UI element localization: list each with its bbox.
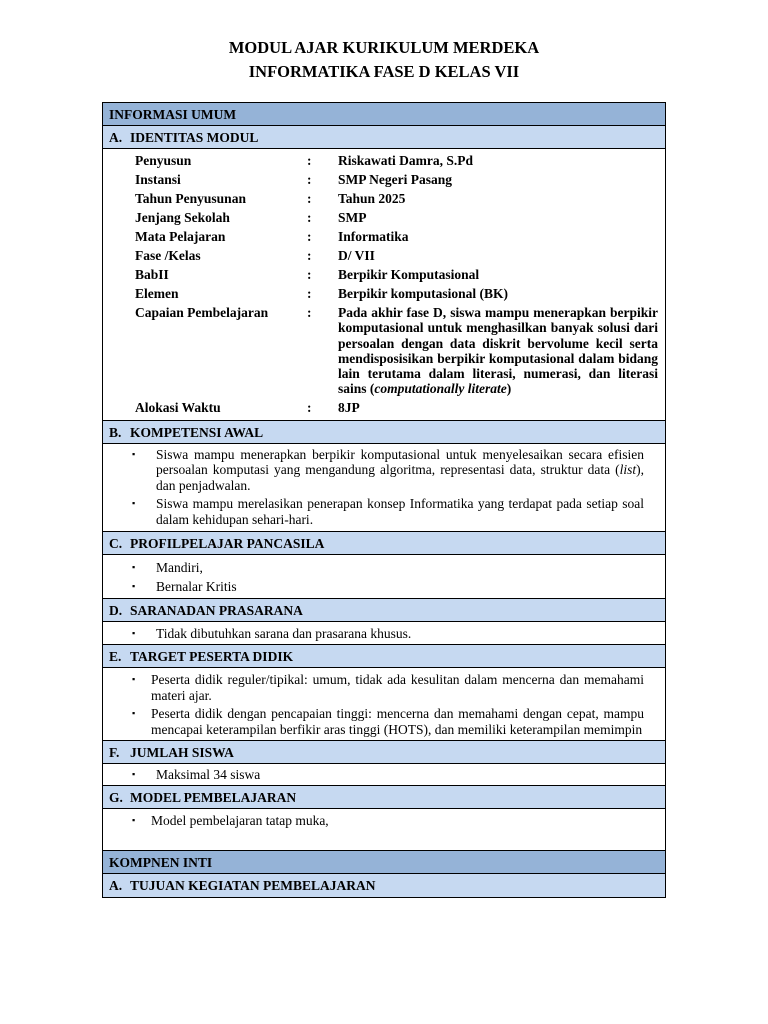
section-informasi-umum: INFORMASI UMUM [103,103,665,126]
bullet-icon: ▪ [132,448,136,459]
list-item [103,496,665,527]
section-kompetensi-awal-header [103,421,665,444]
identity-row [103,151,665,170]
identity-row [103,170,665,189]
section-komponen-inti: KOMPNEN INTI [103,851,665,874]
item-text: Model pembelajaran tatap muka, [151,813,329,829]
identity-row [103,227,665,246]
item-text-end: ), dan penjadwalan. [156,462,644,493]
identity-colon: : [307,210,312,225]
list-item [103,558,665,577]
list-item [103,672,665,703]
identity-key: Mata Pelajaran [135,229,226,244]
item-text: Siswa mampu menerapkan berpikir komputasional untuk menyelesaikan secara efisien persoalan komputasi yang mengandung algoritma, representasi data, struktur data ( [156,446,644,478]
identitas-modul-body [103,149,665,421]
item-text: Peserta didik reguler/tipikal: umum, tidak ada kesulitan dalam mencerna dan memahami materi ajar. [151,672,644,703]
section-profil-pelajar-header [103,532,665,555]
document-title-line2: INFORMATIKA FASE D KELAS VII [248,62,520,81]
list-item [103,624,665,643]
section-title: IDENTITAS MODUL [130,130,259,145]
identity-row-capaian [103,303,665,397]
section-number: E. [109,649,122,665]
list-item [103,706,665,737]
identity-value: Berpikir Komputasional [338,267,480,282]
bullet-icon: ▪ [132,708,136,719]
identity-colon: : [307,286,312,301]
identity-key: Tahun Penyusunan [135,191,246,206]
item-text: Mandiri, [156,560,203,576]
identity-key: Fase /Kelas [135,248,201,263]
bullet-icon: ▪ [132,674,136,685]
section-tujuan-kegiatan-header [103,874,665,897]
section-number: G. [109,790,123,806]
identity-key: BabII [135,267,169,282]
capaian-italic-term: computationally literate [374,381,507,397]
section-identitas-modul-header [103,126,665,149]
section-jumlah-siswa-header [103,741,665,764]
list-item [103,811,665,830]
model-pembelajaran-body [103,809,665,851]
capaian-text: Pada akhir fase D, siswa mampu menerapkan berpikir komputasional untuk menghasilkan banyak solusi dari persoalan dengan data diskrit bervolume kecil serta mendisposisikan berpikir komputasional dalam bidang lain terutama dalam literasi, numerasi, dan literasi sains ( [338,305,658,397]
bullet-icon: ▪ [132,815,136,826]
section-title: TUJUAN KEGIATAN PEMBELAJARAN [130,878,376,894]
section-title: PROFILPELAJAR PANCASILA [130,536,325,552]
identity-key: Capaian Pembelajaran [135,305,269,320]
identity-key: Jenjang Sekolah [135,210,230,225]
identity-value: SMP [338,210,367,225]
list-item [103,447,665,494]
identity-colon: : [307,248,312,263]
identity-row [103,284,665,303]
profil-pelajar-body [103,555,665,599]
identity-value: 8JP [338,399,360,415]
list-item [103,765,665,784]
bullet-icon: ▪ [132,498,136,509]
module-table [102,102,666,898]
section-number: C. [109,536,123,552]
section-title: TARGET PESERTA DIDIK [130,649,294,665]
item-italic-term: list [619,462,637,478]
identity-colon: : [307,267,312,282]
bullet-icon: ▪ [132,581,136,592]
identity-value: D/ VII [338,248,375,263]
section-title: SARANADAN PRASARANA [130,603,303,619]
item-text: Bernalar Kritis [156,579,237,595]
item-text: Siswa mampu merelasikan penerapan konsep Informatika yang terdapat pada setiap soal dalam kehidupan sehari-hari. [156,496,644,527]
section-sarana-prasarana-header [103,599,665,622]
section-number: A. [109,130,123,145]
identity-value: Tahun 2025 [338,191,406,206]
kompetensi-awal-body [103,444,665,533]
identity-key: Instansi [135,172,181,187]
section-number: F. [109,745,120,761]
bullet-icon: ▪ [132,769,136,780]
capaian-text-end: ) [506,381,512,397]
capaian-pembelajaran-text [338,305,658,397]
identity-key: Elemen [135,286,179,301]
identity-value: Berpikir komputasional (BK) [338,286,509,301]
identity-value: SMP Negeri Pasang [338,172,452,187]
section-target-peserta-header [103,645,665,668]
identity-row [103,265,665,284]
section-number: D. [109,603,123,619]
document-title-line1: MODUL AJAR KURIKULUM MERDEKA [228,38,540,57]
section-title: KOMPETENSI AWAL [130,424,264,440]
jumlah-siswa-body [103,764,665,786]
identity-row [103,189,665,208]
sarana-prasarana-body [103,622,665,645]
identity-key: Penyusun [135,153,192,168]
section-number: B. [109,424,122,440]
identity-colon: : [307,305,312,320]
section-title: JUMLAH SISWA [130,745,234,761]
list-item [103,577,665,596]
identity-value: Riskawati Damra, S.Pd [338,153,474,168]
identity-colon: : [307,153,312,168]
section-model-pembelajaran-header [103,786,665,809]
section-number: A. [109,878,123,894]
item-text: Peserta didik dengan pencapaian tinggi: mencerna dan memahami dengan cepat, mampu mencapai keterampilan berfikir aras tinggi (HOTS), dan memiliki keterampilan memimpin [151,706,644,737]
identity-colon: : [307,191,312,206]
item-text: Tidak dibutuhkan sarana dan prasarana khusus. [156,626,412,642]
target-peserta-body [103,668,665,741]
section-title: MODEL PEMBELAJARAN [130,790,297,806]
identity-key: Alokasi Waktu [135,399,221,415]
identity-row [103,398,665,417]
identity-colon: : [307,229,312,244]
identity-value: Informatika [338,229,409,244]
identity-colon: : [307,172,312,187]
bullet-icon: ▪ [132,628,136,639]
identity-colon: : [307,399,312,415]
identity-row [103,208,665,227]
identity-row [103,246,665,265]
item-text: Maksimal 34 siswa [156,767,261,783]
bullet-icon: ▪ [132,562,136,573]
